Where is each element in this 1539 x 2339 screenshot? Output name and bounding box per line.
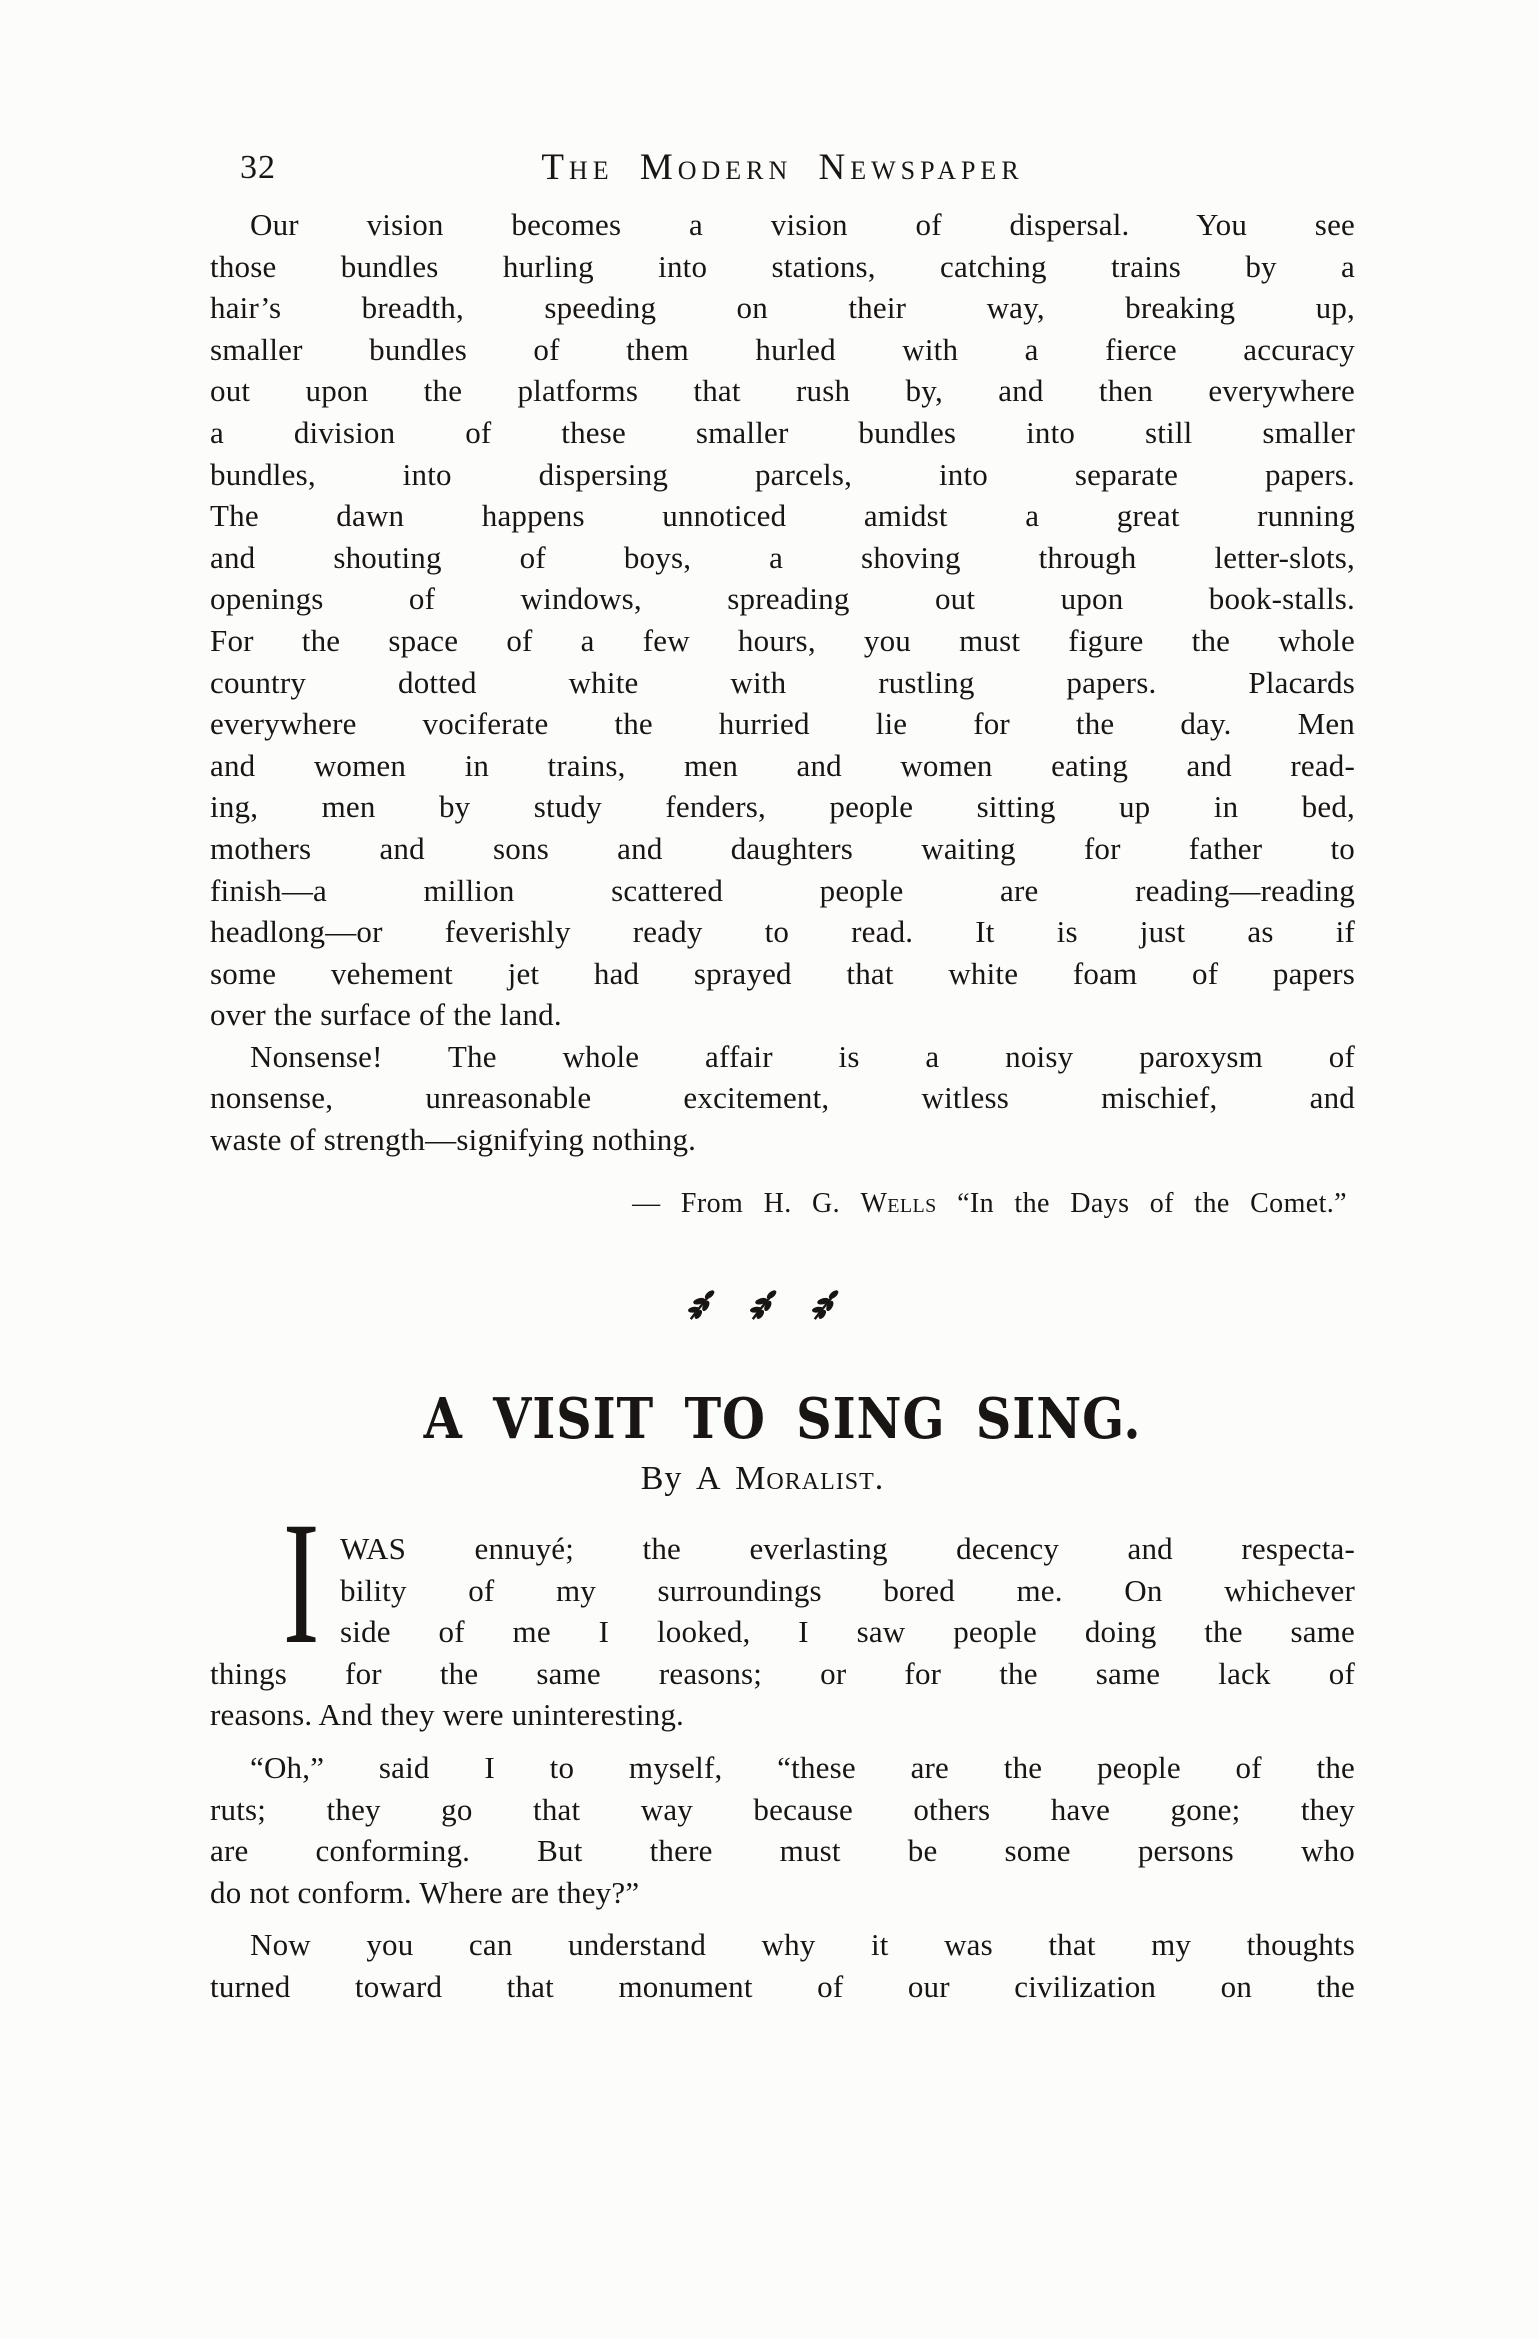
attribution-work: “In the Days of the Comet.” xyxy=(957,1188,1347,1219)
text-line: a division of these smaller bundles into still smaller xyxy=(210,414,1355,450)
text-line: Now you can understand why it was that my thoughts xyxy=(250,1927,1355,1963)
text-line: things for the same reasons; or for the same lack of xyxy=(210,1655,1355,1691)
attribution-lead: — From H. G. xyxy=(632,1188,841,1219)
article-byline xyxy=(210,1460,1315,1498)
attribution-author: Wells xyxy=(860,1188,937,1219)
text-line: those bundles hurling into stations, catching trains by a xyxy=(210,248,1355,284)
text-line: reasons. And they were uninteresting. xyxy=(210,1697,685,1733)
ornament-row xyxy=(210,1288,1320,1322)
text-line: Nonsense! The whole affair is a noisy paroxysm of xyxy=(250,1038,1355,1074)
leaf-sprig-icon xyxy=(687,1288,719,1322)
text-line: “Oh,” said I to myself, “these are the people of the xyxy=(250,1749,1355,1785)
text-line: openings of windows, spreading out upon book-stalls. xyxy=(210,581,1355,617)
text-line: mothers and sons and daughters waiting for father to xyxy=(210,830,1355,866)
page-number: 32 xyxy=(240,149,276,186)
page-header xyxy=(210,146,1355,190)
text-line: over the surface of the land. xyxy=(210,997,562,1033)
text-line: and shouting of boys, a shoving through letter-slots, xyxy=(210,539,1355,575)
leaf-sprig-icon xyxy=(749,1288,781,1322)
byline-author: Moralist. xyxy=(735,1460,885,1497)
attribution-line xyxy=(210,1188,1347,1220)
text-line: everywhere vociferate the hurried lie for the day. Men xyxy=(210,706,1355,742)
text-line: ruts; they go that way because others have gone; they xyxy=(210,1791,1355,1827)
text-line: bundles, into dispersing parcels, into separate papers. xyxy=(210,456,1355,492)
text-line: country dotted white with rustling papers. Placards xyxy=(210,664,1355,700)
text-line: side of me I looked, I saw people doing the same xyxy=(340,1614,1355,1650)
text-line: some vehement jet had sprayed that white foam of papers xyxy=(210,955,1355,991)
text-line: smaller bundles of them hurled with a fierce accuracy xyxy=(210,331,1355,367)
text-line: and women in trains, men and women eating and read- xyxy=(210,747,1355,783)
excerpt-passage xyxy=(210,204,1355,1161)
text-line: out upon the platforms that rush by, and then everywhere xyxy=(210,373,1355,409)
leaf-sprig-icon xyxy=(811,1288,843,1322)
text-line: The dawn happens unnoticed amidst a great running xyxy=(210,498,1355,534)
text-line: are conforming. But there must be some persons who xyxy=(210,1833,1355,1869)
text-line: waste of strength—signifying nothing. xyxy=(210,1122,697,1158)
text-line: ing, men by study fenders, people sitting up in bed, xyxy=(210,789,1355,825)
text-line: Our vision becomes a vision of dispersal. You see xyxy=(250,207,1355,242)
text-line: hair’s breadth, speeding on their way, breaking up, xyxy=(210,290,1355,326)
text-line: finish—a million scattered people are reading—reading xyxy=(210,872,1355,908)
byline-by: By A xyxy=(640,1460,720,1497)
text-line: do not conform. Where are they?” xyxy=(210,1874,640,1910)
text-line: For the space of a few hours, you must figure the whole xyxy=(210,622,1355,658)
text-line: turned toward that monument of our civilization on the xyxy=(210,1968,1355,2004)
text-line: nonsense, unreasonable excitement, witless mischief, and xyxy=(210,1080,1355,1116)
article-body xyxy=(210,1528,1355,2008)
article-title: A VISIT TO SING SING. xyxy=(423,1386,1142,1452)
text-line: WAS ennuyé; the everlasting decency and respecta- xyxy=(340,1531,1355,1566)
text-line: bility of my surroundings bored me. On whichever xyxy=(340,1572,1355,1608)
running-title: The Modern Newspaper xyxy=(541,147,1024,188)
text-line: headlong—or feverishly ready to read. It is just as if xyxy=(210,914,1355,950)
drop-cap: I xyxy=(283,1486,320,1681)
